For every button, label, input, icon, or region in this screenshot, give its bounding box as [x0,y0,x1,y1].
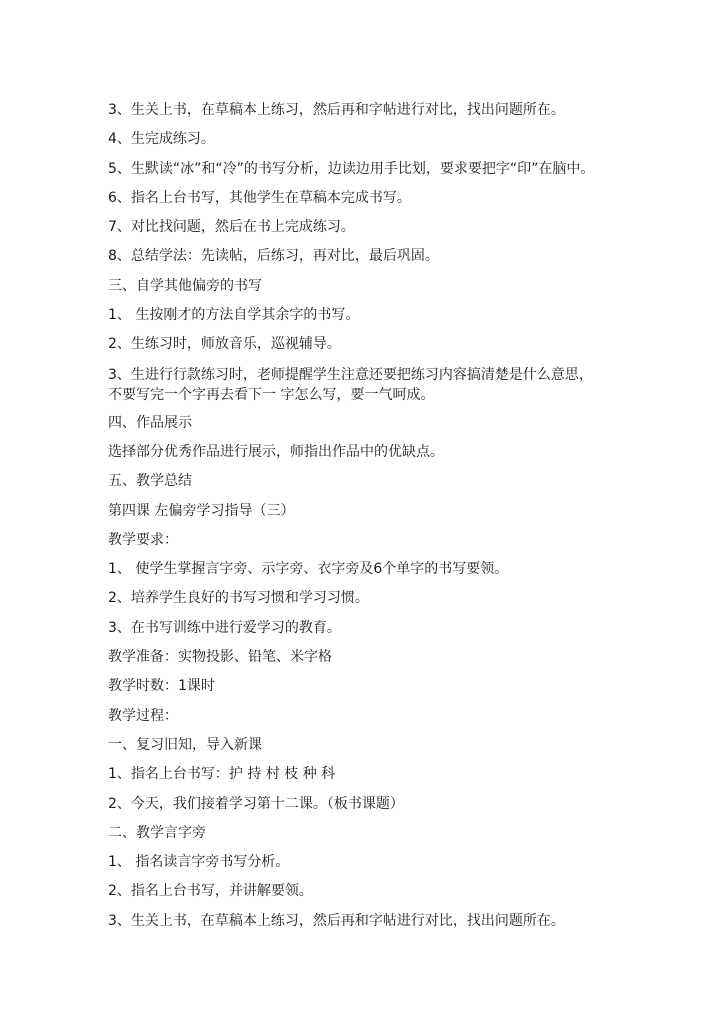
text-line: 教学准备：实物投影、铅笔、米字格 [108,649,332,666]
text-line: 5、生默读“冰”和“冷”的书写分析，边读边用手比划，要求要把字“印”在脑中。 [108,160,595,177]
section-heading: 五、教学总结 [108,473,192,490]
section-heading: 四、作品展示 [108,414,192,431]
text-line-continued: 不要写完一个字再去看下一 字怎么写，要一气呵成。 [108,386,435,403]
text-line: 教学过程： [108,707,178,724]
lesson-title: 第四课 左偏旁学习指导（三） [108,502,295,519]
text-line: 8、总结学法：先读帖，后练习，再对比，最后巩固。 [108,248,439,265]
text-line: 6、指名上台书写，其他学生在草稿本完成书写。 [108,189,411,206]
text-line: 3、在书写训练中进行爱学习的教育。 [108,619,341,636]
text-line: 2、生练习时，师放音乐，巡视辅导。 [108,336,341,353]
text-line: 选择部分优秀作品进行展示，师指出作品中的优缺点。 [108,443,444,460]
text-line: 7、对比找问题，然后在书上完成练习。 [108,219,355,236]
text-line: 教学要求： [108,531,178,548]
text-line: 1、 指名读言字旁书写分析。 [108,854,290,871]
text-line: 1、指名上台书写：护 持 村 枝 种 科 [108,766,336,783]
text-line: 3、生关上书，在草稿本上练习，然后再和字帖进行对比，找出问题所在。 [108,912,565,929]
text-line: 教学时数：1课时 [108,678,215,695]
text-line: 3、生进行行款练习时，老师提醒学生注意还要把练习内容搞清楚是什么意思， [108,366,593,383]
text-line: 1、 生按刚才的方法自学其余字的书写。 [108,307,360,324]
text-line: 3、生关上书，在草稿本上练习，然后再和字帖进行对比，找出问题所在。 [108,102,565,118]
text-line: 2、指名上台书写，并讲解要领。 [108,883,313,900]
section-heading: 二、教学言字旁 [108,824,206,841]
section-heading: 一、复习旧知，导入新课 [108,736,262,753]
text-line: 2、今天，我们接着学习第十二课。（板书课题） [108,795,404,812]
text-line: 4、生完成练习。 [108,131,215,148]
document-body [108,96,648,936]
section-heading: 三、自学其他偏旁的书写 [108,277,262,294]
text-line: 2、培养学生良好的书写习惯和学习习惯。 [108,590,369,607]
text-line: 1、 使学生掌握言字旁、示字旁、衣字旁及6个单字的书写要领。 [108,561,509,578]
